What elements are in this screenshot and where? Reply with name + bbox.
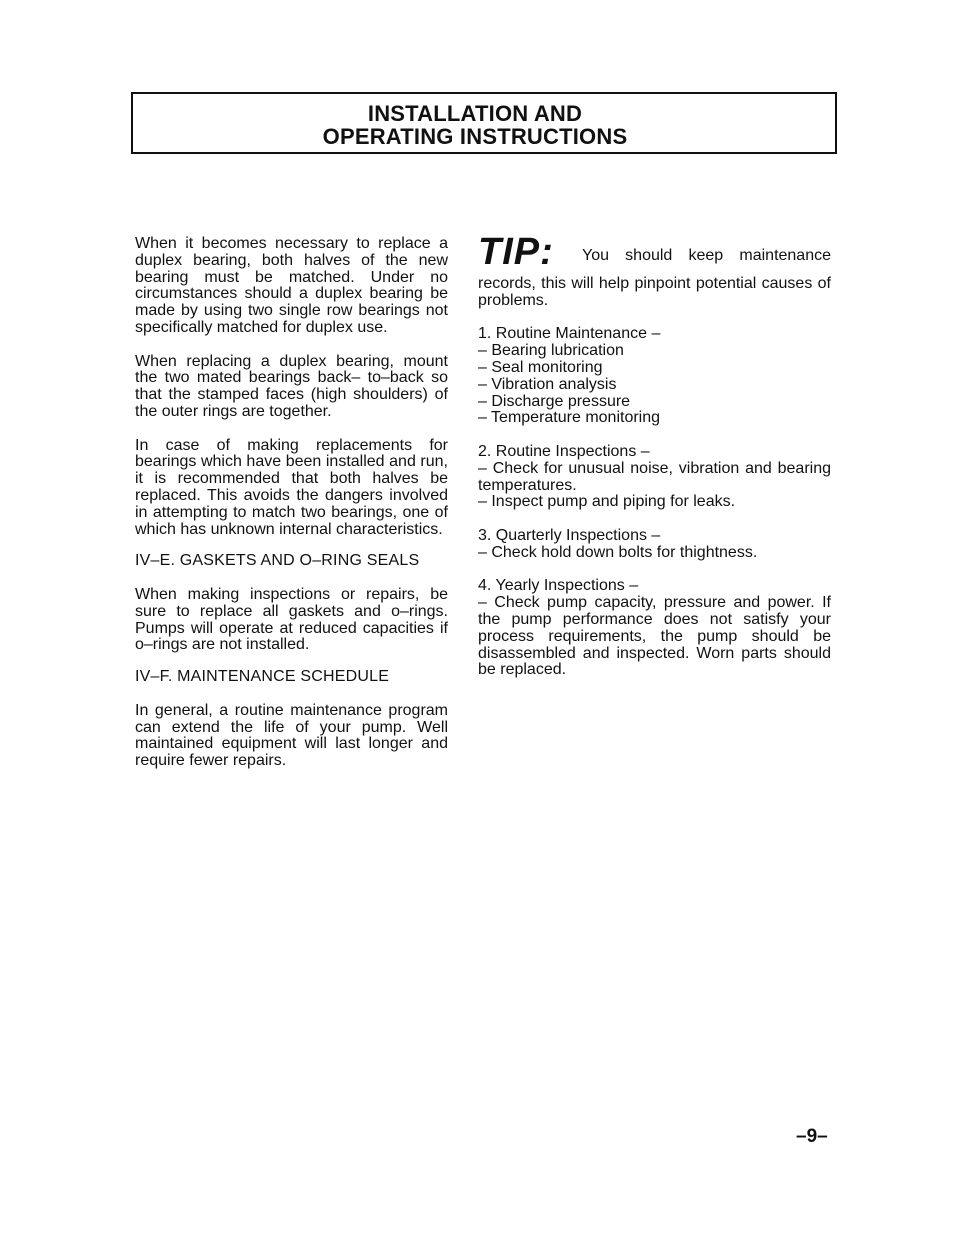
list-item: – Discharge pressure [478, 392, 631, 410]
tip-label: TIP: [478, 231, 554, 273]
list-item: – Check pump capacity, pressure and power. If the pump performance does not satisfy your process requirements, the pump should be disassembled and inspected. Worn parts should be replaced. [478, 594, 831, 679]
header-box [131, 92, 837, 154]
mounting-paragraph: When replacing a duplex bearing, mount the two mated bearings back– to–back so that the stamped faces (high shoulders) of the outer rings are together. [135, 352, 448, 420]
section-heading-gaskets: IV–E. GASKETS AND O–RING SEALS [135, 552, 420, 570]
list-item: – Vibration analysis [478, 375, 617, 393]
list-item: – Bearing lubrication [478, 342, 624, 360]
routine-inspections-title: 2. Routine Inspections – [478, 442, 650, 460]
tip-lead-text: You should keep maintenance [582, 247, 831, 264]
left-column [135, 236, 448, 770]
tip-row [478, 231, 831, 276]
replacement-paragraph: In case of making replacements for bearings which have been installed and run, it is recommended that both halves be replaced. This avoids the dangers involved in attempting to match two bearings, one of which has unknown internal characteristics. [135, 436, 448, 538]
quarterly-inspections-title: 3. Quarterly Inspections – [478, 526, 661, 544]
page-title-line2: OPERATING INSTRUCTIONS [322, 124, 628, 149]
right-column [478, 231, 831, 679]
list-item: – Temperature monitoring [478, 409, 661, 427]
list-item: – Inspect pump and piping for leaks. [478, 493, 736, 511]
routine-maintenance-title: 1. Routine Maintenance – [478, 325, 661, 343]
list-item: – Check for unusual noise, vibration and bearing temperatures. [478, 459, 831, 494]
page-title-line1: INSTALLATION AND [367, 101, 583, 126]
list-item: – Seal monitoring [478, 358, 603, 376]
maintenance-paragraph: In general, a routine maintenance program can extend the life of your pump. Well maintained equipment will last longer and require fewer repairs. [135, 701, 448, 770]
yearly-inspections-title: 4. Yearly Inspections – [478, 577, 639, 595]
tip-text: records, this will help pinpoint potential causes of problems. [478, 275, 831, 309]
list-item: – Check hold down bolts for thightness. [478, 543, 758, 561]
page-number: –9– [796, 1126, 828, 1147]
gaskets-paragraph: When making inspections or repairs, be sure to replace all gaskets and o–rings. Pumps will operate at reduced capacities if o–rings are not installed. [135, 585, 448, 654]
duplex-bearing-paragraph: When it becomes necessary to replace a duplex bearing, both halves of the new bearing must be matched. Under no circumstances should a duplex bearing be made by using two single row bearings not specifically matched for duplex use. [135, 235, 448, 336]
section-heading-maintenance: IV–F. MAINTENANCE SCHEDULE [135, 668, 390, 686]
